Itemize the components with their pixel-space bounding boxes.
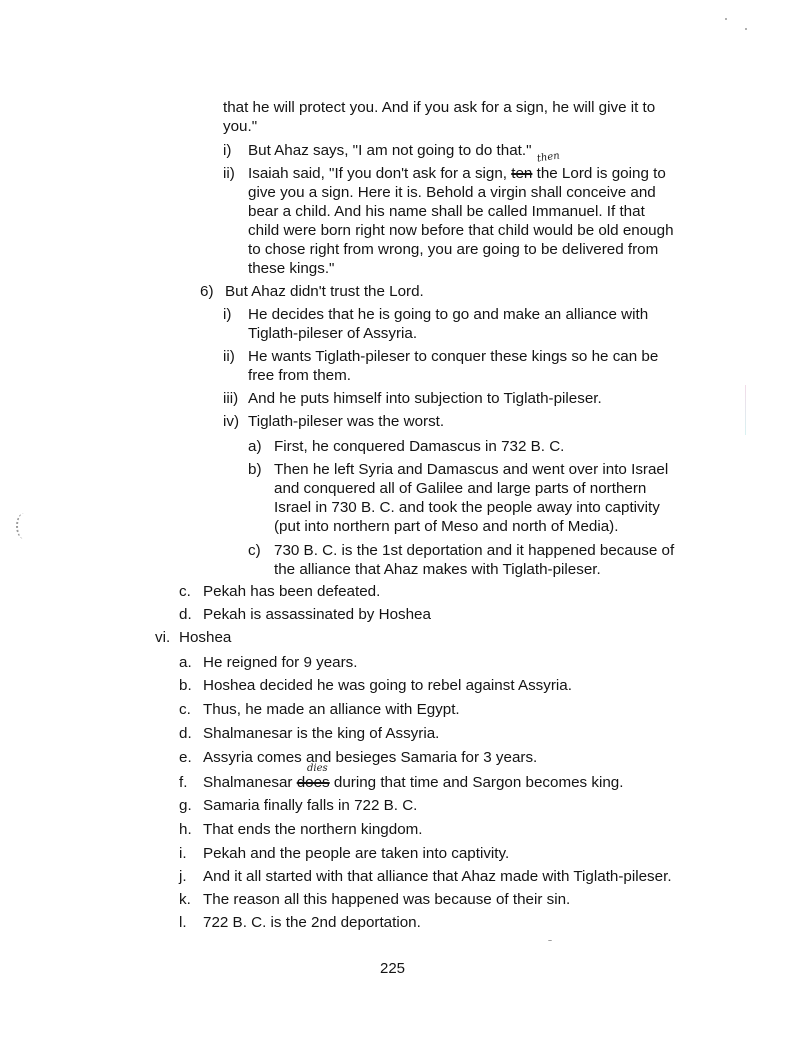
margin-scan-mark — [16, 513, 32, 539]
list-item-text: The reason all this happened was because of their sin. — [203, 891, 571, 908]
list-item-text: these kings." — [248, 260, 335, 277]
list-item-text: He reigned for 9 years. — [203, 654, 358, 671]
list-marker: l. — [179, 914, 187, 931]
list-marker: 6) — [200, 283, 214, 300]
struck-word: does — [296, 774, 330, 791]
continuation-line: you." — [223, 118, 258, 135]
list-item-text: Tiglath-pileser of Assyria. — [248, 325, 418, 342]
scan-speck — [725, 18, 727, 20]
list-marker: b) — [248, 461, 262, 478]
list-marker: e. — [179, 749, 192, 766]
list-item-text: give you a sign. Here it is. Behold a virgin shall conceive and — [248, 184, 656, 201]
scan-edge-line — [745, 385, 746, 435]
list-marker: a. — [179, 654, 192, 671]
list-item-text: 722 B. C. is the 2nd deportation. — [203, 914, 421, 931]
list-item-text: Assyria comes and besieges Samaria for 3 years. — [203, 749, 538, 766]
list-item-text: Pekah and the people are taken into captivity. — [203, 845, 510, 862]
list-marker: b. — [179, 677, 192, 694]
text-segment: Shalmanesar — [203, 774, 297, 791]
list-marker: i) — [223, 306, 232, 323]
list-marker: i) — [223, 142, 232, 159]
page-number: 225 — [380, 960, 406, 977]
text-segment: Isaiah said, "If you don't ask for a sign, — [248, 165, 512, 182]
list-item-text: First, he conquered Damascus in 732 B. C. — [274, 438, 565, 455]
list-marker: a) — [248, 438, 262, 455]
struck-word: ten — [511, 165, 533, 182]
list-item-text: 730 B. C. is the 1st deportation and it happened because of — [274, 542, 675, 559]
scan-speck — [548, 940, 552, 941]
list-marker: iv) — [223, 413, 240, 430]
list-item-text: Shalmanesar is the king of Assyria. — [203, 725, 440, 742]
scan-speck — [745, 28, 747, 30]
list-item-text: the alliance that Ahaz makes with Tiglath-pileser. — [274, 561, 601, 578]
list-marker: j. — [179, 868, 187, 885]
list-item-text: and conquered all of Galilee and large parts of northern — [274, 480, 647, 497]
list-marker: ii) — [223, 348, 235, 365]
list-item-text: Israel in 730 B. C. and took the people away into captivity — [274, 499, 660, 516]
text-segment: the Lord is going to — [532, 165, 666, 182]
list-item-text: (put into northern part of Meso and north of Media). — [274, 518, 619, 535]
list-item-text: And he puts himself into subjection to Tiglath-pileser. — [248, 390, 602, 407]
list-item-text — [248, 164, 666, 183]
list-item-text: He decides that he is going to go and make an alliance with — [248, 306, 649, 323]
handwritten-correction: then — [536, 150, 561, 165]
list-item-text: Hoshea decided he was going to rebel against Assyria. — [203, 677, 572, 694]
list-marker: ii) — [223, 165, 235, 182]
handwritten-correction: dies — [307, 763, 328, 774]
list-marker: c. — [179, 583, 191, 600]
list-marker: iii) — [223, 390, 239, 407]
list-item-text: Thus, he made an alliance with Egypt. — [203, 701, 460, 718]
list-item-text — [203, 773, 623, 792]
list-marker: c. — [179, 701, 191, 718]
list-item-text: child were born right now before that child would be old enough — [248, 222, 674, 239]
list-item-text: bear a child. And his name shall be called Immanuel. If that — [248, 203, 645, 220]
section-marker: vi. — [155, 629, 171, 646]
list-item-text: free from them. — [248, 367, 351, 384]
list-item-text: to chose right from wrong, you are going to be delivered from — [248, 241, 659, 258]
list-item-text: Then he left Syria and Damascus and went over into Israel — [274, 461, 669, 478]
list-marker: c) — [248, 542, 261, 559]
list-item-text: But Ahaz says, "I am not going to do that." — [248, 142, 532, 159]
list-marker: d. — [179, 606, 192, 623]
list-marker: h. — [179, 821, 192, 838]
list-item-text: Pekah is assassinated by Hoshea — [203, 606, 431, 623]
section-heading: Hoshea — [179, 629, 232, 646]
list-marker: d. — [179, 725, 192, 742]
text-segment: during that time and Sargon becomes king. — [329, 774, 624, 791]
list-item-text: But Ahaz didn't trust the Lord. — [225, 283, 424, 300]
list-marker: f. — [179, 774, 188, 791]
list-item-text: And it all started with that alliance that Ahaz made with Tiglath-pileser. — [203, 868, 672, 885]
list-item-text: Samaria finally falls in 722 B. C. — [203, 797, 418, 814]
list-marker: g. — [179, 797, 192, 814]
list-item-text: That ends the northern kingdom. — [203, 821, 423, 838]
list-item-text: Tiglath-pileser was the worst. — [248, 413, 445, 430]
list-marker: k. — [179, 891, 191, 908]
list-marker: i. — [179, 845, 187, 862]
list-item-text: Pekah has been defeated. — [203, 583, 381, 600]
continuation-line: that he will protect you. And if you ask for a sign, he will give it to — [223, 99, 656, 116]
list-item-text: He wants Tiglath-pileser to conquer these kings so he can be — [248, 348, 659, 365]
